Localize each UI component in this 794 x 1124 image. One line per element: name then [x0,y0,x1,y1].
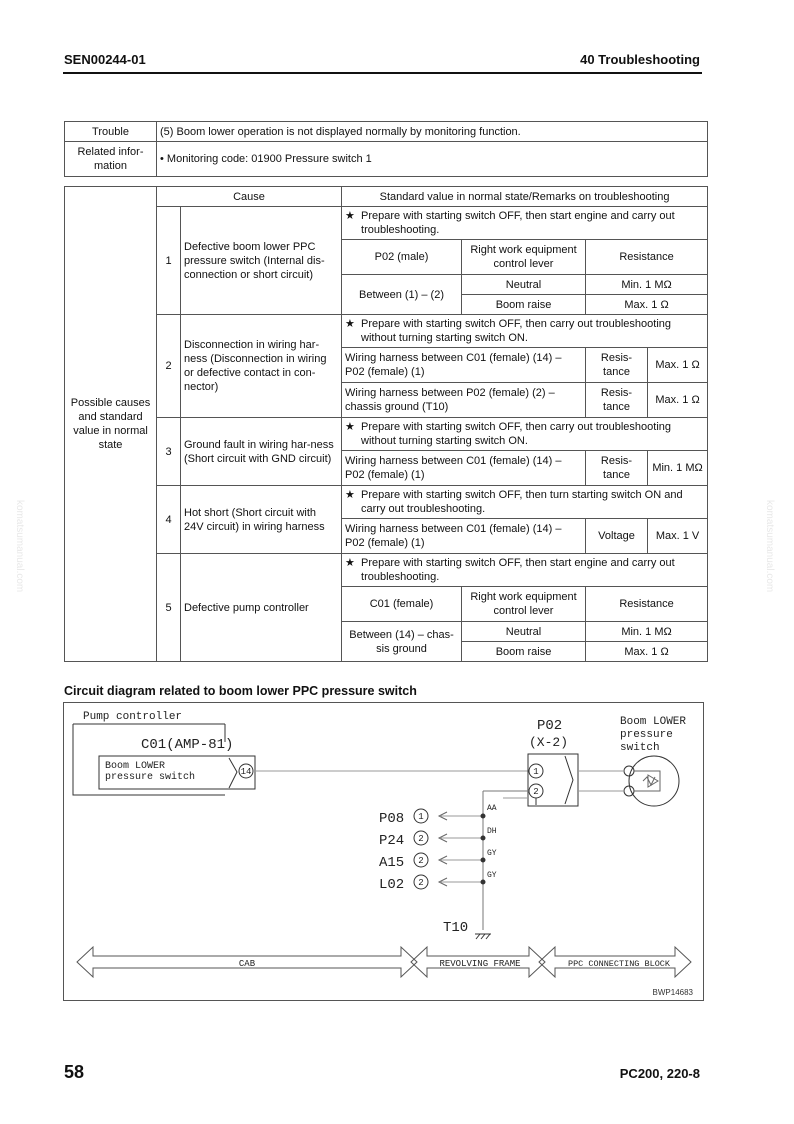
cause-2-number: 2 [157,315,181,418]
trouble-table [64,121,708,177]
trouble-label: Trouble [65,122,157,142]
t10-label: T10 [443,920,469,936]
p02-pin-2-label: 2 [533,787,539,797]
star-icon: ★ [345,318,355,330]
branch-p08 [379,804,497,827]
cause-5-note: ★ Prepare with starting switch OFF, then start engine and carry out troubleshooting. [342,554,708,587]
circuit-diagram [63,702,705,1002]
cause-2-row-1-value: Max. 1 Ω [648,348,708,383]
cause-4-row-1-value: Max. 1 V [648,519,708,554]
possible-causes-label: Possible causes and standard value in normal state [65,187,157,662]
cause-1-head-resistance: Resistance [586,240,708,275]
cause-2-row-2-measure: Resis-tance [586,383,648,418]
p02-label: P02 [537,718,563,734]
header-rule [63,72,702,74]
cause-3-row-1-value: Min. 1 MΩ [648,451,708,486]
svg-text:GY: GY [487,871,497,880]
section-title: 40 Troubleshooting [580,52,700,67]
pump-controller-label: Pump controller [83,711,183,723]
related-info-label: Related infor-mation [65,142,157,177]
pressure-switch-icon [629,756,679,806]
cause-3-number: 3 [157,418,181,486]
cause-3-note: ★ Prepare with starting switch OFF, then carry out troubleshooting without turning starting switch ON. [342,418,708,451]
page-number: 58 [64,1062,85,1082]
ground-hatch-2 [481,934,485,939]
c01-signal-label-1: Boom LOWER [105,761,166,772]
cause-2-row-1: Wiring harness between C01 (female) (14) – P02 (female) (1) [342,348,586,383]
svg-text:L02: L02 [379,877,405,893]
c01-signal-label-2: pressure switch [105,772,196,783]
cause-4-note: ★ Prepare with starting switch OFF, then turn starting switch ON and carry out troubleshooting. [342,486,708,519]
causes-table [64,186,708,662]
svg-text:2: 2 [418,856,424,866]
cause-1-between: Between (1) – (2) [342,275,462,315]
cause-1-state-raise: Boom raise [462,295,586,315]
cause-5-head-lever: Right work equipment control lever [462,587,586,622]
cause-1-note: ★ Prepare with starting switch OFF, then start engine and carry out troubleshooting. [342,207,708,240]
diagram-title: Circuit diagram related to boom lower PPC pressure switch [64,684,417,698]
cause-5-state-raise: Boom raise [462,642,586,662]
branch-a15 [379,849,497,871]
c01-pin-bracket [229,758,237,788]
cause-1-head-connector: P02 (male) [342,240,462,275]
cause-5-head-resistance: Resistance [586,587,708,622]
cause-2-text: Disconnection in wiring har-ness (Disconnection in wiring or defective contact in con-nector) [181,315,342,418]
cause-1-text: Defective boom lower PPC pressure switch (Internal dis-connection or short circuit) [181,207,342,315]
cause-4-number: 4 [157,486,181,554]
cause-5-state-neutral: Neutral [462,622,586,642]
svg-text:1: 1 [418,812,424,822]
figure-code: BWP14683 [652,988,693,997]
cause-1-value-raise: Max. 1 Ω [586,295,708,315]
cause-4-row-1: Wiring harness between C01 (female) (14) – P02 (female) (1) [342,519,586,554]
cause-5-between: Between (14) – chas-sis ground [342,622,462,662]
svg-text:DH: DH [487,827,497,836]
svg-text:2: 2 [418,834,424,844]
switch-label-1: Boom LOWER [620,716,687,728]
zone-frame-label: REVOLVING FRAME [439,959,521,969]
star-icon: ★ [345,421,355,433]
svg-text:P08: P08 [379,811,405,827]
cause-3-row-1-measure: Resis-tance [586,451,648,486]
related-info-value: • Monitoring code: 01900 Pressure switch 1 [157,142,708,177]
svg-text:A15: A15 [379,855,405,871]
cause-5-text: Defective pump controller [181,554,342,662]
cause-2-note: ★ Prepare with starting switch OFF, then carry out troubleshooting without turning starting switch ON. [342,315,708,348]
p02-type-label: (X-2) [529,735,569,750]
trouble-value: (5) Boom lower operation is not displayed normally by monitoring function. [157,122,708,142]
pump-controller-box [73,724,225,795]
ground-hatch-1 [476,934,480,939]
cause-3-text: Ground fault in wiring har-ness (Short circuit with GND circuit) [181,418,342,486]
cause-2-row-1-measure: Resis-tance [586,348,648,383]
zone-cab-label: CAB [238,959,256,969]
switch-label-2: pressure [620,729,673,741]
switch-internal-wire [634,771,660,791]
cause-2-row-2-value: Max. 1 Ω [648,383,708,418]
ground-hatch-3 [486,934,490,939]
cause-1-head-lever: Right work equipment control lever [462,240,586,275]
c01-pin-14-label: 14 [240,767,252,777]
watermark-right: komatsumanual.com [764,500,775,593]
document-code: SEN00244-01 [64,52,146,67]
cause-1-state-neutral: Neutral [462,275,586,295]
cause-5-value-neutral: Min. 1 MΩ [586,622,708,642]
cause-1-value-neutral: Min. 1 MΩ [586,275,708,295]
cause-5-value-raise: Max. 1 Ω [586,642,708,662]
p02-pin-bracket [565,756,573,804]
zone-ppc-label: PPC CONNECTING BLOCK [567,959,671,969]
cause-header: Cause [157,187,342,207]
svg-text:GY: GY [487,849,497,858]
cause-5-number: 5 [157,554,181,662]
cause-4-row-1-measure: Voltage [586,519,648,554]
branch-l02 [379,871,497,893]
p02-pin-1-label: 1 [533,767,539,777]
watermark-left: komatsumanual.com [14,500,25,593]
standard-header: Standard value in normal state/Remarks on troubleshooting [342,187,708,207]
star-icon: ★ [345,489,355,501]
cause-3-row-1: Wiring harness between C01 (female) (14) – P02 (female) (1) [342,451,586,486]
star-icon: ★ [345,557,355,569]
svg-text:AA: AA [487,804,497,813]
cause-2-row-2: Wiring harness between P02 (female) (2) – chassis ground (T10) [342,383,586,418]
cause-1-number: 1 [157,207,181,315]
branch-p24 [379,827,497,849]
c01-label: C01(AMP-81) [141,737,234,753]
cause-4-text: Hot short (Short circuit with 24V circuit) in wiring harness [181,486,342,554]
cause-5-head-connector: C01 (female) [342,587,462,622]
star-icon: ★ [345,210,355,222]
switch-label-3: switch [620,742,660,754]
model-name: PC200, 220-8 [619,1066,700,1081]
svg-text:P24: P24 [379,833,405,849]
svg-text:2: 2 [418,878,424,888]
